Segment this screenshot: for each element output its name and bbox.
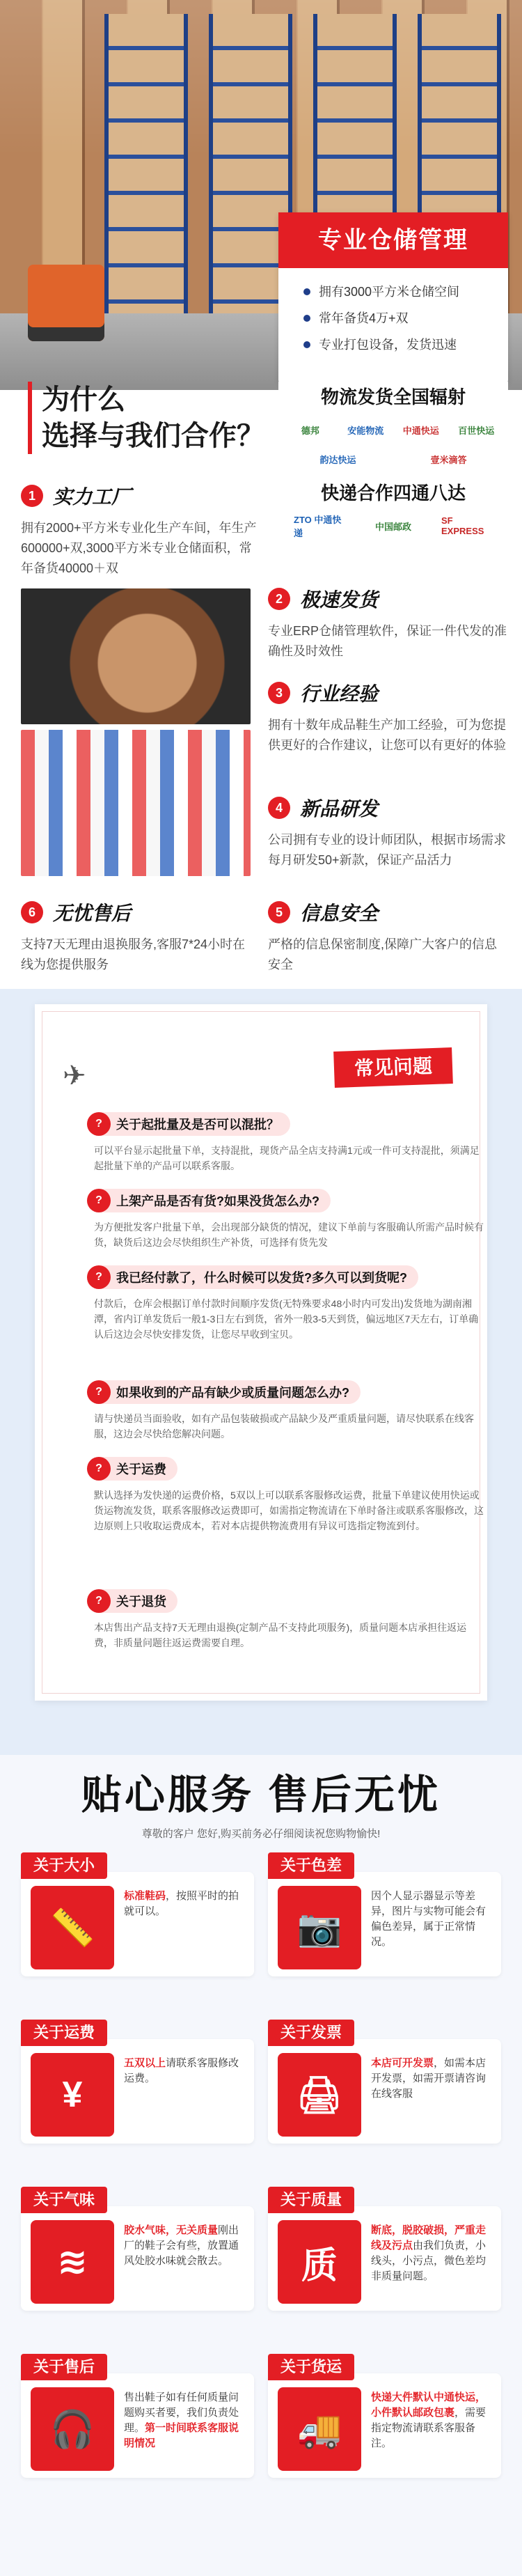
logistics-logo: 德邦	[301, 425, 319, 436]
service-tag: 关于售后	[21, 2354, 107, 2380]
service-highlight: 第一时间联系客服说明情况	[124, 2422, 239, 2449]
printer-icon: 🖨	[278, 2053, 361, 2137]
feature-title: 实力工厂	[53, 486, 132, 508]
ruler-icon: 📏	[31, 1886, 114, 1969]
shield-icon: 质	[278, 2220, 361, 2304]
service-text	[124, 2223, 248, 2269]
feature-desc: 拥有十数年成品鞋生产加工经验，可为您提供更好的合作建议，让您可以有更好的体验	[268, 718, 506, 752]
feature-desc: 专业ERP仓储管理软件，保证一件代发的准确性及时效性	[268, 624, 507, 658]
faq-question	[87, 1589, 177, 1613]
service-card-color	[268, 1852, 501, 1971]
service-desc: ，需要指定物流请联系客服备注。	[371, 2407, 487, 2449]
faq-item	[87, 1589, 498, 1650]
faq-question	[87, 1457, 177, 1481]
question-icon: ?	[87, 1112, 111, 1136]
forklift-image	[28, 265, 104, 341]
faq-question-text: 我已经付款了，什么时候可以发货?多久可以到货呢?	[116, 1271, 407, 1285]
faq-answer: 请与快递员当面验收，如有产品包装破损或产品缺少及严重质量问题，请尽快联系在线客服，这边会尽快给您解决问题。	[94, 1413, 474, 1439]
logistics-logo: 壹米滴答	[430, 454, 467, 465]
service-tag: 关于货运	[268, 2354, 354, 2380]
paper-plane-icon: ✈	[63, 1061, 86, 1091]
faq-item	[87, 1189, 498, 1250]
delivery-icon: 🚚	[278, 2387, 361, 2471]
storage-title: 专业仓储管理	[278, 212, 508, 268]
service-desc: 刚出厂的鞋子会有些，放置通风处胶水味就会散去。	[124, 2224, 239, 2267]
express-logo: SF EXPRESS	[441, 515, 484, 536]
service-highlight: 五双以上	[124, 2057, 166, 2069]
camera-icon: 📷	[278, 1886, 361, 1969]
feature-title: 行业经验	[300, 683, 379, 705]
freight-logo-grid	[278, 412, 508, 476]
faq-question	[87, 1112, 290, 1136]
service-highlight: 快递大件默认中通快运，小件默认邮政包裹	[371, 2391, 487, 2419]
feature-number: 1	[21, 485, 43, 507]
service-highlight: 标准鞋码	[124, 1890, 166, 1902]
faq-answer: 付款后，仓库会根据订单付款时间顺序发货(无特殊要求48小时内可发出)发货地为湖南湘潭，省内订单发货后一般1-3日左右到货，省外一般3-5天到货，偏远地区7天左右，订单确认后这边会尽快安排发货，让您尽早收到宝贝。	[94, 1298, 479, 1340]
question-icon: ?	[87, 1189, 111, 1212]
faq-question	[87, 1265, 418, 1289]
faq-badge: 常见问题	[333, 1047, 453, 1088]
feature-number: 6	[21, 901, 43, 923]
logistics-logo: 中通快运	[402, 425, 439, 436]
feature-number: 3	[268, 682, 290, 704]
faq-section	[0, 989, 522, 1755]
service-text	[371, 2390, 495, 2451]
service-desc: 因个人显示器显示等差异，图片与实物可能会有偏色差异，属于正常情况。	[371, 1890, 487, 1948]
service-tag: 关于发票	[268, 2020, 354, 2046]
service-tag: 关于气味	[21, 2187, 107, 2213]
service-card-invoice	[268, 2020, 501, 2138]
service-card-freight	[268, 2354, 501, 2472]
faq-item	[87, 1265, 498, 1342]
service-text	[124, 1889, 248, 1919]
service-card-quality	[268, 2187, 501, 2305]
storage-item: 常年备货4万+双	[299, 305, 501, 331]
question-icon: ?	[87, 1380, 111, 1404]
service-highlight: 断底，脱胶破损，严重走线及污点	[371, 2224, 487, 2251]
service-card-size	[21, 1852, 254, 1971]
feature-new-products	[268, 794, 508, 871]
feature-desc: 拥有2000+平方米专业化生产车间，年生产600000+双,3000平方米专业仓储面积，常年备货40000＋双	[21, 521, 257, 575]
faq-item	[87, 1380, 498, 1442]
storage-list	[299, 279, 501, 358]
service-tag: 关于大小	[21, 1852, 107, 1879]
service-section	[0, 1755, 522, 2576]
logistics-logo: 百世快运	[458, 425, 495, 436]
service-highlight: 本店可开发票	[371, 2057, 434, 2069]
feature-after-sales	[21, 898, 258, 975]
express-heading: 快递合作四通八达	[320, 483, 466, 504]
factory-workshop-photo	[21, 730, 251, 876]
service-tag: 关于运费	[21, 2020, 107, 2046]
question-icon: ?	[87, 1589, 111, 1613]
headset-icon: 🎧	[31, 2387, 114, 2471]
service-desc: 请联系客服修改运费。	[124, 2057, 239, 2084]
service-subtitle: 尊敬的客户 您好,购买前务必仔细阅读祝您购物愉快!	[141, 1828, 381, 1840]
question-icon: ?	[87, 1457, 111, 1481]
feature-fast-shipping	[268, 585, 508, 662]
express-logo-grid	[278, 508, 508, 543]
service-tag: 关于色差	[268, 1852, 354, 1879]
service-text	[371, 2056, 495, 2102]
faq-item	[87, 1112, 498, 1173]
service-title: 贴心服务 售后无忧	[81, 1772, 441, 1818]
question-icon: ?	[87, 1265, 111, 1289]
service-highlight: 胶水气味，无关质量	[124, 2224, 219, 2236]
feature-title: 无忧售后	[53, 903, 132, 924]
feature-factory	[21, 482, 258, 579]
shoe-crafting-photo	[21, 588, 251, 724]
service-text	[124, 2056, 248, 2086]
service-card-smell	[21, 2187, 254, 2305]
faq-answer: 可以平台显示起批量下单，支持混批，现货产品全店支持满1元或一件可支持混批，须满足起批量下单的产品可以联系客服。	[94, 1145, 480, 1171]
feature-desc: 严格的信息保密制度,保障广大客户的信息安全	[268, 937, 497, 971]
faq-answer: 默认选择为发快递的运费价格，5双以上可以联系客服修改运费，批量下单建议使用快运或货运物流发货，联系客服修改运费即可，如需指定物流请在下单时备注或联系客服修改，这边原则上只收取运费成本，若对本店提供物流费用有异议可选指定物流到付。	[94, 1490, 484, 1531]
feature-experience	[268, 679, 508, 756]
feature-number: 5	[268, 901, 290, 923]
service-card-shipping-fee	[21, 2020, 254, 2138]
service-text	[371, 2223, 495, 2284]
service-card-after-sales	[21, 2354, 254, 2472]
feature-desc: 公司拥有专业的设计师团队，根据市场需求每月研发50+新款，保证产品活力	[268, 833, 506, 867]
logistics-heading: 物流发货全国辐射	[320, 387, 466, 407]
feature-title: 新品研发	[300, 798, 379, 820]
faq-question	[87, 1189, 331, 1212]
logistics-box	[278, 382, 508, 563]
truck-icon: ¥	[31, 2053, 114, 2137]
logistics-logo: 安能物流	[347, 425, 384, 436]
faq-question-text: 关于起批量及是否可以混批？	[116, 1118, 279, 1132]
storage-item: 拥有3000平方米仓储空间	[299, 279, 501, 305]
faq-answer: 为方便批发客户批量下单，会出现部分缺货的情况，建议下单前与客服确认所需产品时候有货，缺货后这边会尽快组织生产补货，可选择有货先发	[94, 1221, 484, 1248]
express-logo: 中国邮政	[374, 521, 411, 532]
faq-card	[35, 1004, 487, 1701]
shelf-rack	[104, 14, 188, 362]
service-tag: 关于质量	[268, 2187, 354, 2213]
service-desc: ，如需本店开发票，如需开票请咨询在线客服	[371, 2057, 487, 2100]
express-logo: ZTO 中通快递	[294, 515, 342, 538]
feature-title: 极速发货	[300, 589, 379, 611]
factory-intro-section	[0, 0, 522, 989]
feature-title: 信息安全	[300, 903, 379, 924]
faq-question-text: 关于退货	[116, 1595, 166, 1609]
storage-item: 专业打包设备，发货迅速	[299, 331, 501, 358]
faq-question-text: 上架产品是否有货?如果没货怎么办?	[116, 1194, 319, 1208]
logistics-logo: 韵达快运	[319, 454, 356, 465]
faq-item	[87, 1457, 498, 1533]
service-desc: 由我们负责，小线头，小污点，微色差均非质量问题。	[371, 2240, 487, 2282]
feature-number: 4	[268, 797, 290, 819]
service-desc: ，按照平时的拍就可以。	[124, 1890, 239, 1917]
faq-question-text: 关于运费	[116, 1462, 166, 1476]
feature-desc: 支持7天无理由退换服务,客服7*24小时在线为您提供服务	[21, 937, 246, 971]
service-text	[371, 1889, 495, 1950]
faq-question-text: 如果收到的产品有缺少或质量问题怎么办?	[116, 1386, 349, 1400]
why-choose-title: 为什么 选择与我们合作？	[28, 382, 264, 454]
service-desc: 售出鞋子如有任何质量问题购买者要，我们负责处理。	[124, 2391, 239, 2434]
feature-number: 2	[268, 588, 290, 610]
faq-answer: 本店售出产品支持7天无理由退换(定制产品不支持此项服务)，质量问题本店承担往返运费，非质量问题往返运费需要自理。	[94, 1622, 467, 1648]
service-text	[124, 2390, 248, 2451]
feature-info-security	[268, 898, 508, 975]
faq-question	[87, 1380, 361, 1404]
wind-icon: ≋	[31, 2220, 114, 2304]
